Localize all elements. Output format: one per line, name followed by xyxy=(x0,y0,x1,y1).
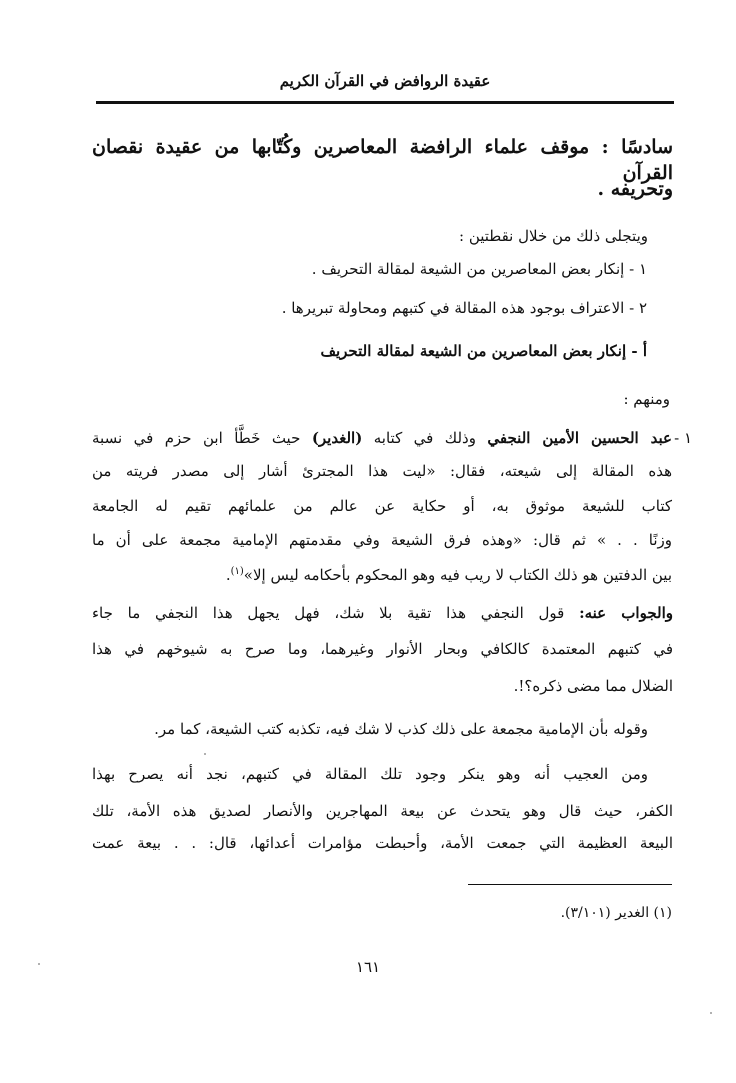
item-1-line-1-text: وذلك في كتابه xyxy=(362,429,488,447)
scan-speck xyxy=(204,753,206,755)
item-1-line-5-end: . xyxy=(225,566,231,584)
item-1-line-4: وزنًا . . » ثم قال: «وهذه فرق الشيعة وفي مقدمتهم الإمامية مجمعة على أن ما xyxy=(92,531,672,549)
among-them-label: ومنهم : xyxy=(623,390,670,408)
scan-speck xyxy=(710,1012,712,1014)
item-1-line-5 xyxy=(226,565,672,585)
paragraph-2-line-1: وقوله بأن الإمامية مجمعة على ذلك كذب لا شك فيه، تكذبه كتب الشيعة، كما مر. xyxy=(154,720,648,738)
scholar-name: عبد الحسين الأمين النجفي xyxy=(487,429,672,447)
paragraph-3-line-2: الكفر، حيث قال وهو يتحدث عن بيعة المهاجرين والأنصار لصديق هذه الأمة، تلك xyxy=(92,802,673,820)
section-heading-line-1: سادسًا : موقف علماء الرافضة المعاصرين وكُتّابها من عقيدة نقصان القرآن xyxy=(92,136,673,184)
intro-point-1-number: ١ - xyxy=(629,260,647,278)
intro-point-2 xyxy=(282,298,647,318)
footnote-1: (١) الغدير (٣/١٠١). xyxy=(560,905,672,921)
intro-point-2-number: ٢ - xyxy=(629,299,647,317)
item-1-line-3: كتاب للشيعة موثوق به، أو حكاية عن عالم من علمائهم تقيم له الجامعة xyxy=(92,497,672,515)
footnote-rule xyxy=(468,884,672,885)
page-number: ١٦١ xyxy=(355,958,381,976)
paragraph-3-line-1: ومن العجيب أنه وهو ينكر وجود تلك المقالة في كتبهم، نجد أنه يصرح بهذا xyxy=(92,765,648,783)
item-1-line-1-tail: حيث خَطَّأ ابن حزم في نسبة xyxy=(92,429,312,447)
paragraph-3-line-3: البيعة العظيمة التي جمعت الأمة، وأحبطت مؤامرات أعدائها، قال: . . بيعة عمت xyxy=(92,834,673,852)
item-1-number: ١ - xyxy=(674,429,692,447)
answer-line-1-text: قول النجفي هذا تقية بلا شك، فهل يجهل هذا النجفي ما جاء xyxy=(92,604,580,622)
item-1-line-5-text: بين الدفتين هو ذلك الكتاب لا ريب فيه وهو المحكوم بأحكامه ليس إلا» xyxy=(243,566,672,584)
intro-text: ويتجلى ذلك من خلال نقطتين : xyxy=(459,227,648,245)
section-heading-line-2: وتحريفه . xyxy=(597,178,673,200)
answer-line-2: في كتبهم المعتمدة كالكافي وبحار الأنوار وغيرهما، وما صرح به شيوخهم في هذا xyxy=(92,640,673,658)
book-title: (الغدير) xyxy=(311,429,363,447)
item-1-line-2: هذه المقالة إلى شيعته، فقال: «ليت هذا المجترئ أشار إلى مصدر فريته من xyxy=(92,462,672,480)
intro-point-1-text: إنكار بعض المعاصرين من الشيعة لمقالة التحريف . xyxy=(311,260,625,278)
item-1-line-1 xyxy=(92,428,672,448)
answer-line-1 xyxy=(92,603,673,623)
intro-point-1 xyxy=(312,259,647,279)
answer-line-3: الضلال مما مضى ذكره؟!. xyxy=(513,677,673,695)
subsection-heading: أ - إنكار بعض المعاصرين من الشيعة لمقالة التحريف xyxy=(320,342,647,360)
answer-label: والجواب عنه: xyxy=(579,604,673,622)
header-rule xyxy=(96,101,674,104)
footnote-ref-1: (١) xyxy=(230,566,244,577)
running-header-title: عقيدة الروافض في القرآن الكريم xyxy=(279,72,491,90)
intro-point-2-text: الاعتراف بوجود هذه المقالة في كتبهم ومحاولة تبريرها . xyxy=(281,299,625,317)
scan-speck xyxy=(38,963,40,965)
